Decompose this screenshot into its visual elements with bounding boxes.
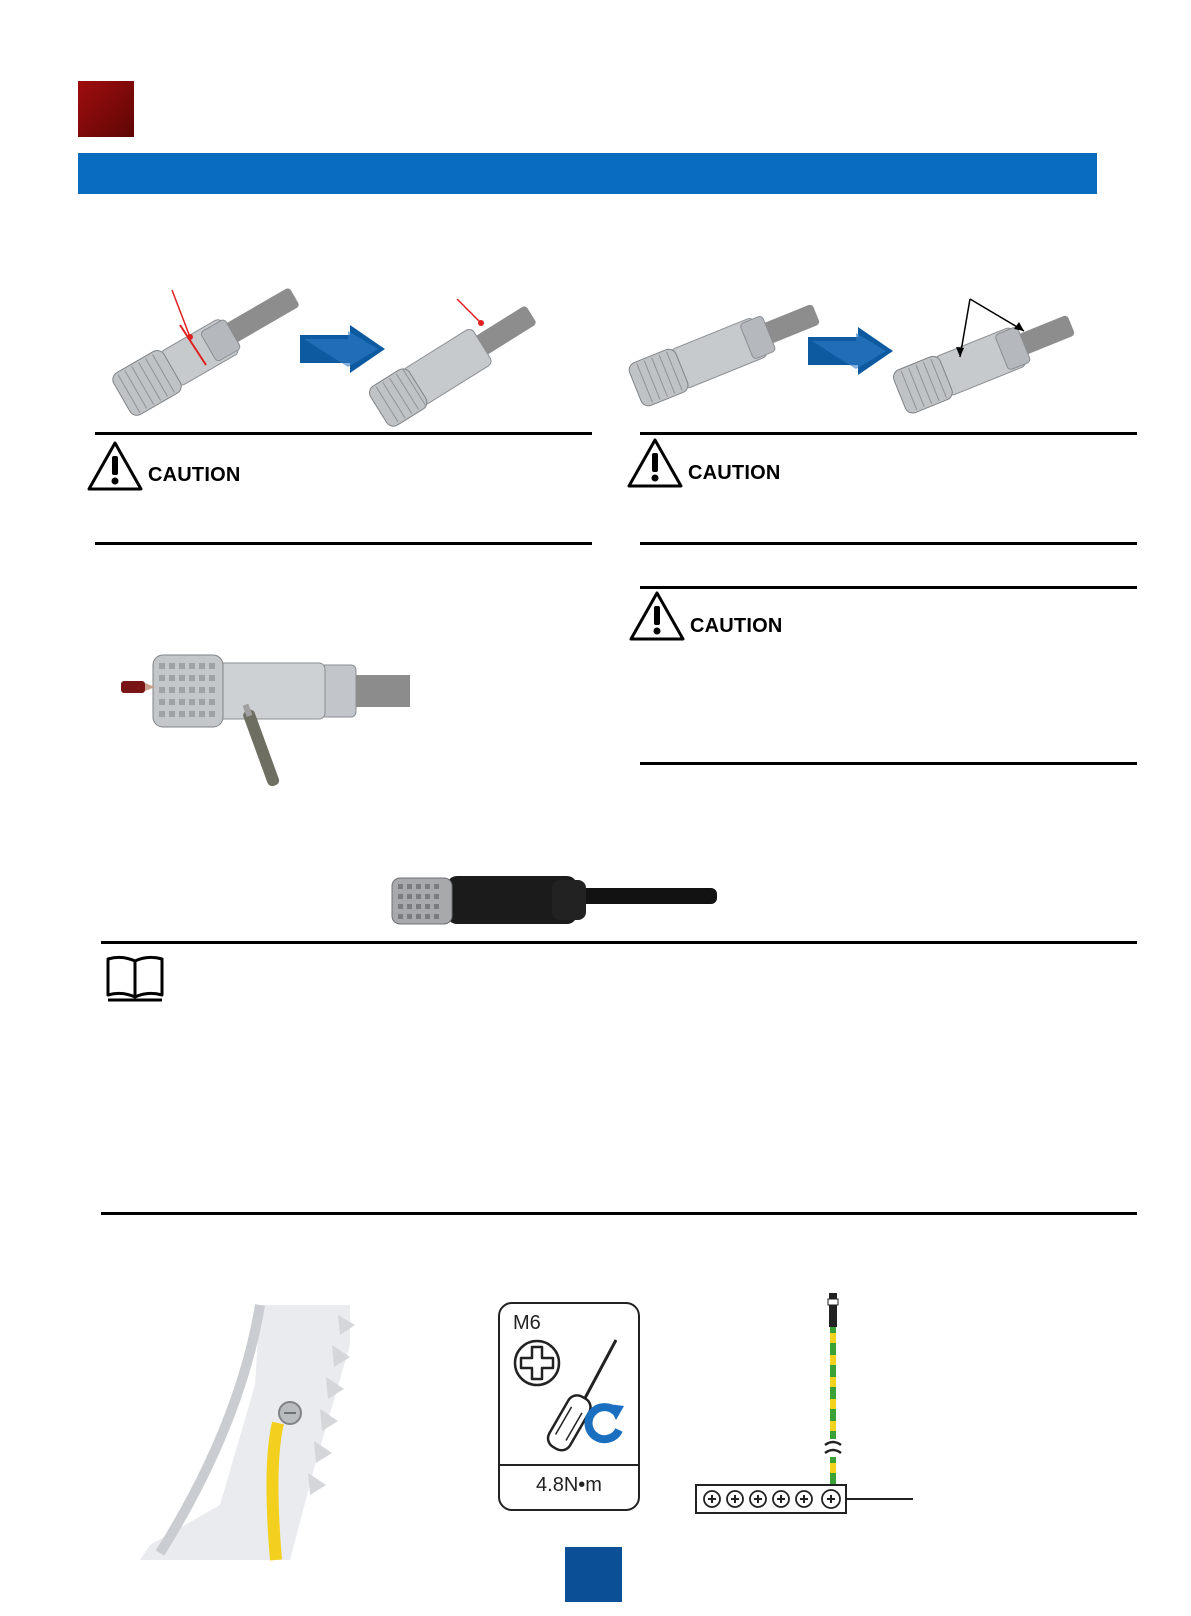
blue-arrow-2 (808, 327, 898, 375)
sealed-connector-figure (392, 870, 722, 932)
torque-label: 4.8N•m (536, 1474, 602, 1496)
caution-label: CAUTION (690, 615, 783, 637)
screw-size-label: M6 (513, 1312, 541, 1334)
caution-2-bottom-rule (640, 542, 1137, 545)
warning-triangle-icon (86, 440, 144, 492)
clockwise-rotate-icon (578, 1398, 628, 1448)
ground-cable-diagram (695, 1293, 915, 1525)
title-bar (78, 153, 1097, 194)
caution-label: CAUTION (688, 462, 781, 484)
section-square-icon (78, 81, 134, 137)
ground-screw-photo (140, 1305, 350, 1560)
warning-triangle-icon (628, 590, 686, 642)
warning-triangle-icon (626, 437, 684, 489)
connector-figure-3 (635, 300, 815, 410)
card-divider (500, 1464, 638, 1466)
connector-figure-2 (375, 295, 535, 430)
caution-1-bottom-rule (95, 542, 592, 545)
caution-label: CAUTION (148, 464, 241, 486)
book-icon (104, 953, 166, 1003)
page-number-box (565, 1547, 622, 1602)
tool-card (498, 1302, 640, 1511)
connector-with-tool-figure (115, 645, 415, 780)
caution-3-bottom-rule (640, 762, 1137, 765)
note-top-rule (101, 941, 1137, 944)
caution-2-top-rule (640, 432, 1137, 435)
connector-figure-1 (110, 275, 310, 425)
note-bottom-rule (101, 1212, 1137, 1215)
caution-1-top-rule (95, 432, 592, 435)
connector-figure-4 (900, 295, 1070, 420)
caution-3-top-rule (640, 586, 1137, 589)
